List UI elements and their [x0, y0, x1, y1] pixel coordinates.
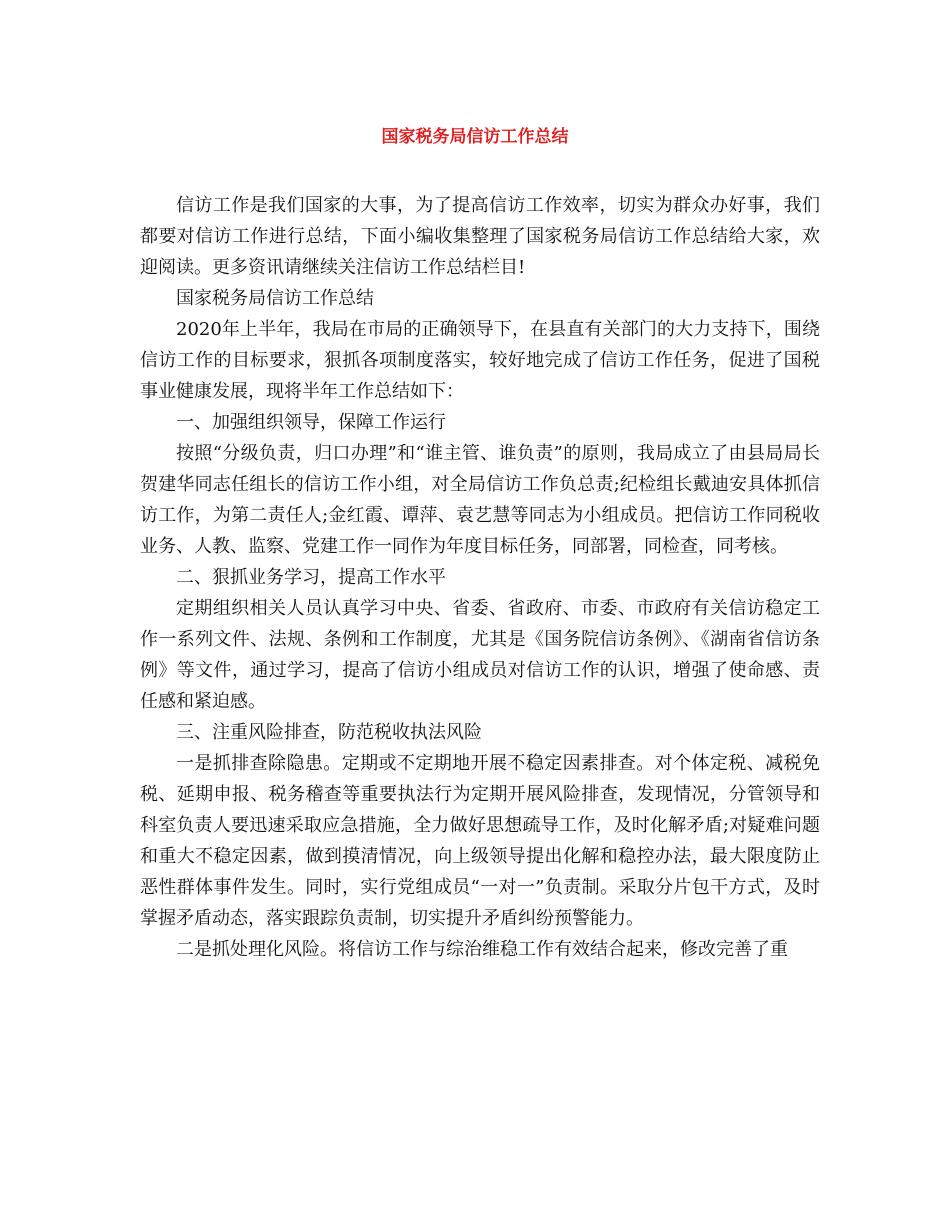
- section-heading-3: 三、注重风险排查，防范税收执法风险: [176, 722, 482, 743]
- subtitle-paragraph: 国家税务局信访工作总结: [176, 288, 374, 309]
- section-1-paragraph: 按照“分级负责，归口办理”和“谁主管、谁负责”的原则，我局成立了由县局局长贺建华同志任组长的信访工作小组，对全局信访工作负总责;纪检组长戴迪安具体抓信访工作，为第二责任人;金红霞、谭萍、袁艺慧等同志为小组成员。把信访工作同税收业务、人教、监察、党建工作一同作为年度目标任务，同部署，同检查，同考核。: [140, 443, 820, 557]
- section-2-paragraph: 定期组织相关人员认真学习中央、省委、省政府、市委、市政府有关信访稳定工作一系列文件、法规、条例和工作制度，尤其是《国务院信访条例》、《湖南省信访条例》等文件，通过学习，提高了信访小组成员对信访工作的认识，增强了使命感、责任感和紧迫感。: [140, 598, 820, 712]
- section-3-paragraph-1: 一是抓排查除隐患。定期或不定期地开展不稳定因素排查。对个体定税、减税免税、延期申报、税务稽查等重要执法行为定期开展风险排查，发现情况，分管领导和科室负责人要迅速采取应急措施，全力做好思想疏导工作，及时化解矛盾;对疑难问题和重大不稳定因素，做到摸清情况，向上级领导提出化解和稳控办法，最大限度防止恶性群体事件发生。同时，实行党组成员“一对一”负责制。采取分片包干方式，及时掌握矛盾动态，落实跟踪负责制，切实提升矛盾纠纷预警能力。: [140, 753, 820, 929]
- document-body: [140, 190, 820, 965]
- section-heading-2: 二、狠抓业务学习，提高工作水平: [176, 567, 446, 588]
- section-heading-1: 一、加强组织领导，保障工作运行: [176, 412, 446, 433]
- section-3-paragraph-2: 二是抓处理化风险。将信访工作与综治维稳工作有效结合起来，修改完善了重: [176, 939, 788, 960]
- intro-paragraph: 信访工作是我们国家的大事，为了提高信访工作效率，切实为群众办好事，我们都要对信访工作进行总结，下面小编收集整理了国家税务局信访工作总结给大家，欢迎阅读。更多资讯请继续关注信访工作总结栏目!: [140, 195, 820, 278]
- document-title: 国家税务局信访工作总结: [381, 127, 569, 147]
- overview-paragraph: 2020年上半年，我局在市局的正确领导下，在县直有关部门的大力支持下，围绕信访工作的目标要求，狠抓各项制度落实，较好地完成了信访工作任务，促进了国税事业健康发展，现将半年工作总结如下：: [140, 319, 820, 402]
